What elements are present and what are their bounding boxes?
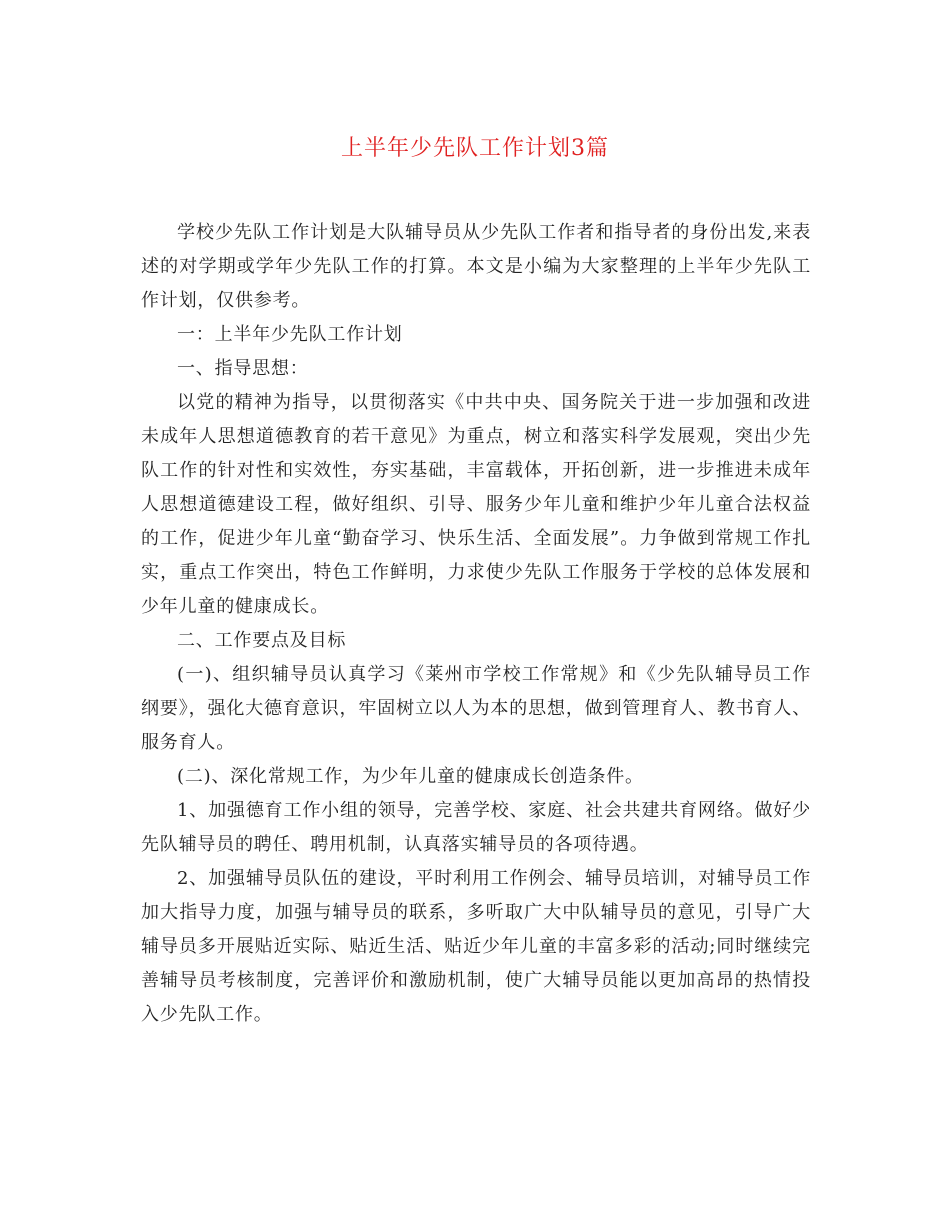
document-body — [141, 216, 811, 1032]
document-title: 上半年少先队工作计划3篇 — [341, 136, 609, 161]
paragraph-section-heading-1: 一：上半年少先队工作计划 — [177, 324, 403, 345]
paragraph-item-2: (二)、深化常规工作，为少年儿童的健康成长创造条件。 — [177, 766, 644, 787]
paragraph-guiding-ideology: 以党的精神为指导，以贯彻落实《中共中央、国务院关于进一步加强和改进未成年人思想道德教育的若干意见》为重点，树立和落实科学发展观，突出少先队工作的针对性和实效性，夯实基础，丰富载体，开拓创新，进一步推进未成年人思想道德建设工程，做好组织、引导、服务少年儿童和维护少年儿童合法权益的工作，促进少年儿童“勤奋学习、快乐生活、全面发展”。力争做到常规工作扎实，重点工作突出，特色工作鲜明，力求使少先队工作服务于学校的总体发展和少年儿童的健康成长。 — [141, 392, 811, 617]
paragraph-work-points-heading: 二、工作要点及目标 — [177, 630, 347, 651]
paragraph-intro: 学校少先队工作计划是大队辅导员从少先队工作者和指导者的身份出发,来表述的对学期或学年少先队工作的打算。本文是小编为大家整理的上半年少先队工作计划，仅供参考。 — [141, 222, 811, 311]
paragraph-subitem-1: 1、加强德育工作小组的领导，完善学校、家庭、社会共建共育网络。做好少先队辅导员的聘任、聘用机制，认真落实辅导员的各项待遇。 — [141, 800, 811, 855]
paragraph-item-1: (一)、组织辅导员认真学习《莱州市学校工作常规》和《少先队辅导员工作纲要》，强化大德育意识，牢固树立以人为本的思想，做到管理育人、教书育人、服务育人。 — [141, 664, 811, 753]
paragraph-guiding-ideology-heading: 一、指导思想： — [177, 358, 309, 379]
paragraph-subitem-2: 2、加强辅导员队伍的建设，平时利用工作例会、辅导员培训，对辅导员工作加大指导力度，加强与辅导员的联系，多听取广大中队辅导员的意见，引导广大辅导员多开展贴近实际、贴近生活、贴近少年儿童的丰富多彩的活动;同时继续完善辅导员考核制度，完善评价和激励机制，使广大辅导员能以更加高昂的热情投入少先队工作。 — [141, 868, 811, 1025]
